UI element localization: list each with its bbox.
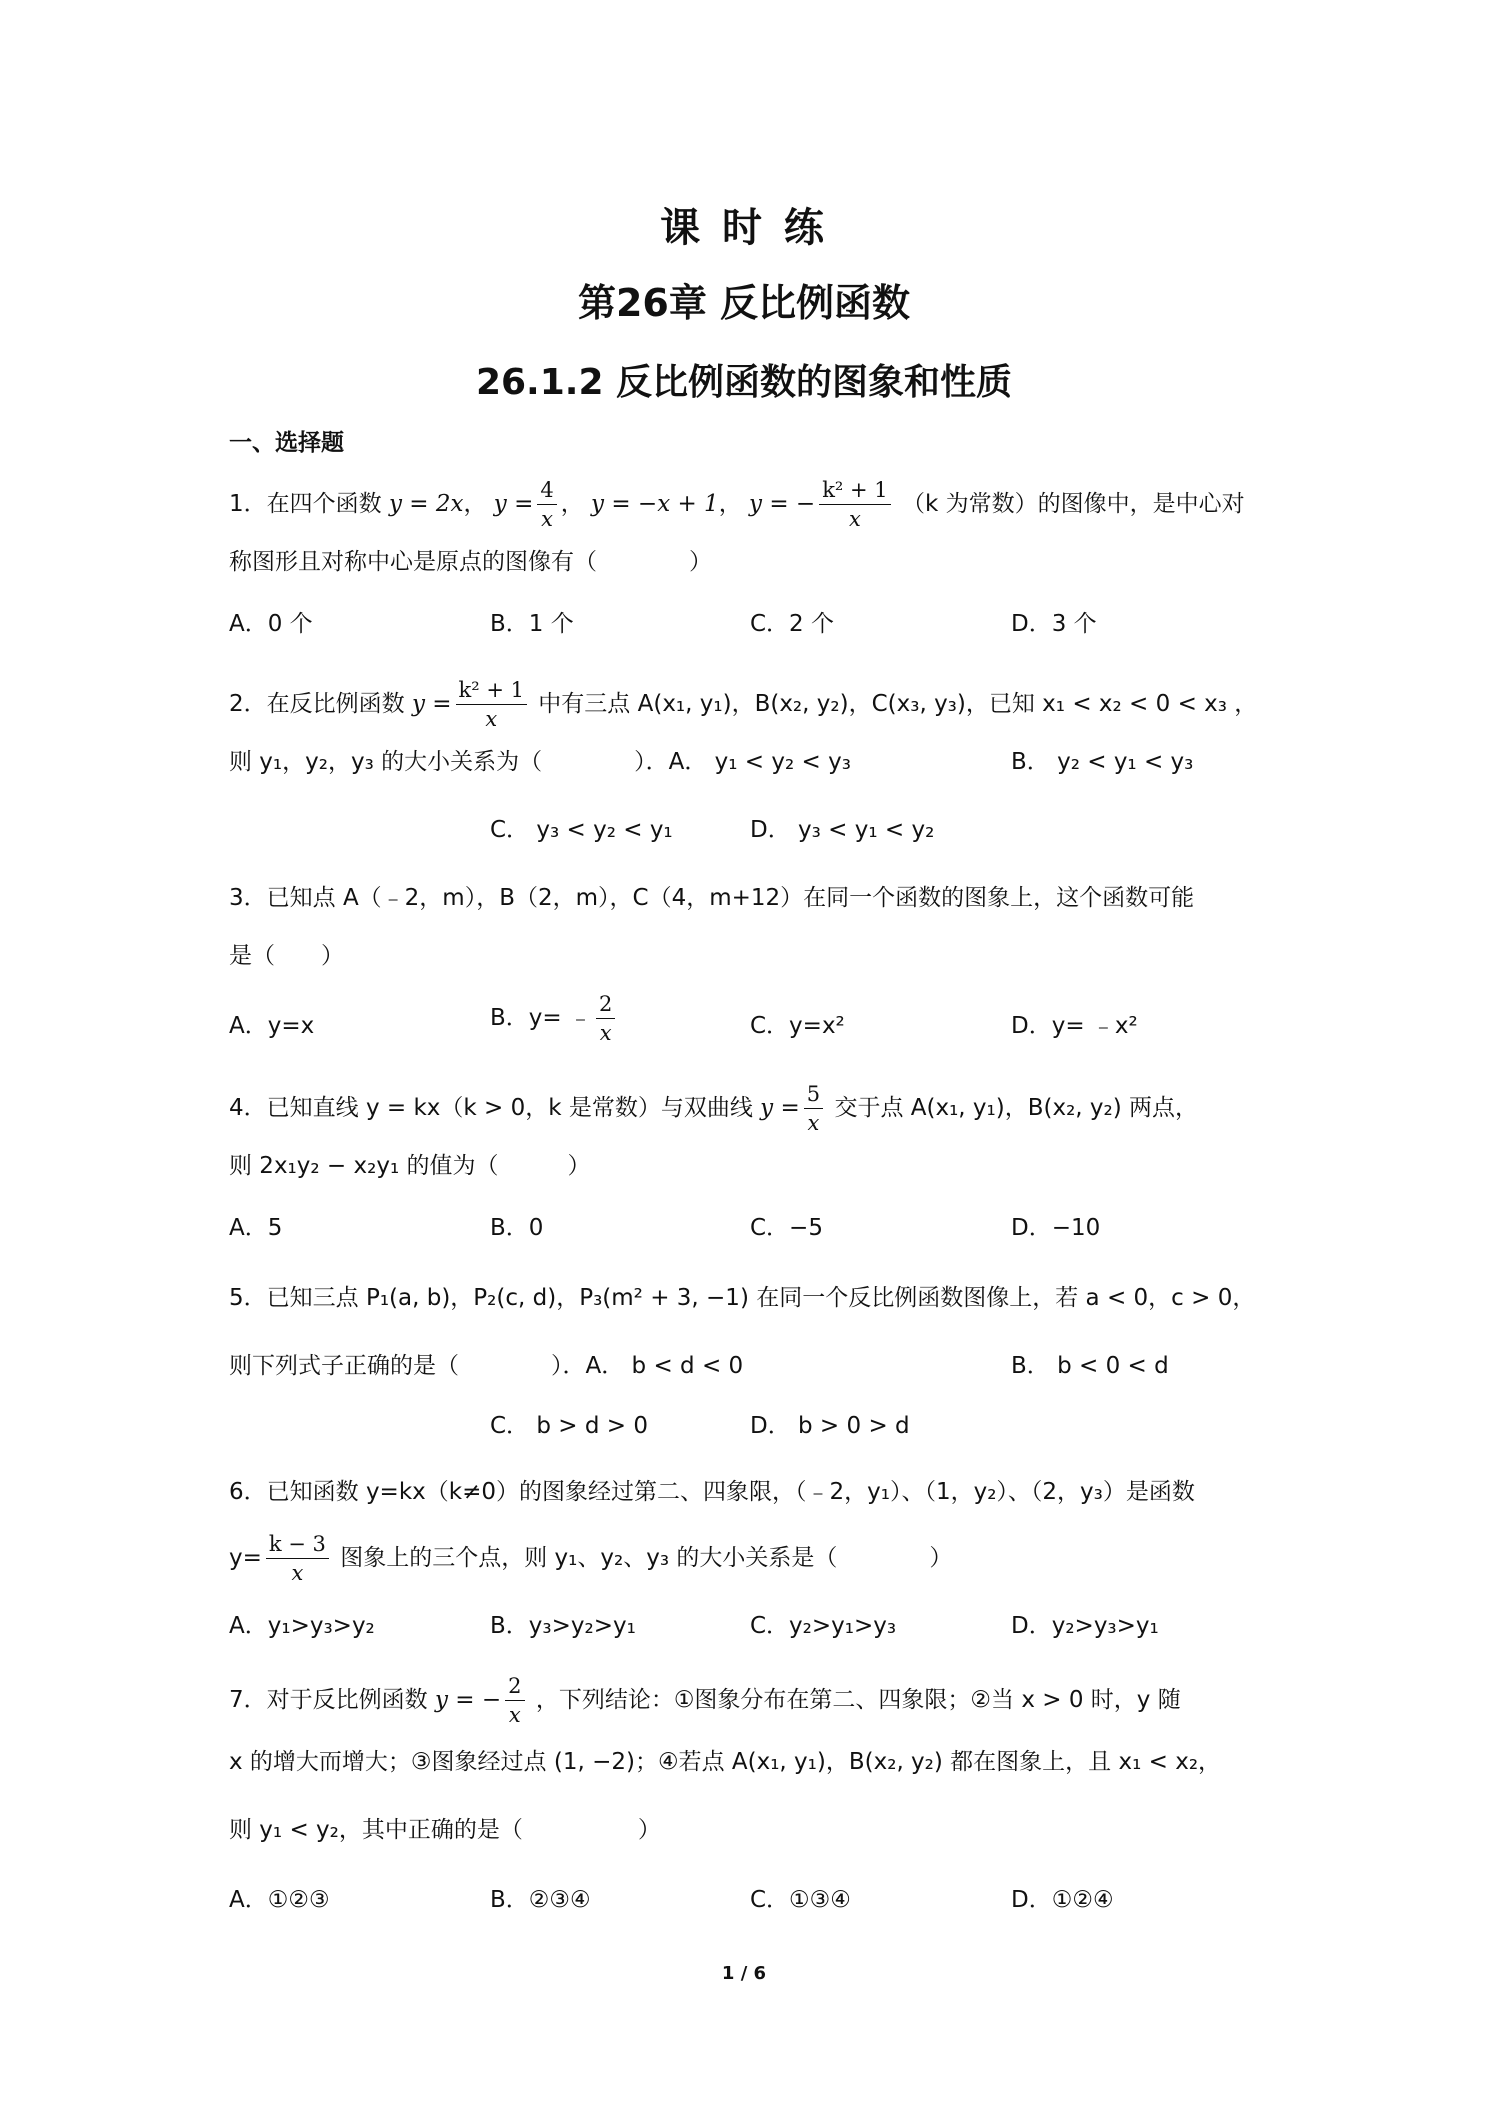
q4-option-c[interactable]: C．−5 (750, 1215, 823, 1241)
q3-option-a[interactable]: A．y=x (229, 1013, 315, 1039)
q5-line1: 5．已知三点 P₁(a, b)，P₂(c, d)，P₃(m² + 3, −1) 在同一个反比例函数图像上，若 a < 0，c > 0， (229, 1285, 1256, 1311)
q4-suffix: 交于点 A(x₁, y₁)，B(x₂, y₂) 两点， (834, 1095, 1199, 1121)
q1-f4-den: x (848, 507, 861, 531)
q3-line1: 3．已知点 A（﹣2，m），B（2，m），C（4，m+12）在同一个函数的图象上，这个函数可能 (229, 885, 1195, 911)
doc-title: 课 时 练 (660, 205, 828, 251)
q6-den: x (291, 1561, 304, 1585)
q1-f1: y = 2x (388, 491, 464, 517)
q3-option-d[interactable]: D．y= ﹣x² (1011, 1013, 1138, 1039)
q6-num: k − 3 (266, 1530, 329, 1559)
q4-lhs: y = (760, 1095, 800, 1121)
q4-fraction (804, 1080, 823, 1137)
q2-line2: 则 y₁，y₂，y₃ 的大小关系为（ ）．A． y₁ < y₂ < y₃ (229, 749, 851, 775)
q1-f2-lhs: y = (493, 491, 534, 517)
q1-option-a[interactable]: A．0 个 (229, 611, 313, 637)
q3-option-b-lhs: B．y= ﹣ (490, 1005, 592, 1031)
page-number: 1 / 6 (721, 1963, 767, 1984)
q7-fraction (505, 1672, 524, 1729)
q1-prefix: 1．在四个函数 (229, 491, 382, 517)
q1-line2: 称图形且对称中心是原点的图像有（ ） (229, 549, 712, 575)
q6-option-a[interactable]: A．y₁>y₃>y₂ (229, 1613, 375, 1639)
q4-option-a[interactable]: A．5 (229, 1215, 283, 1241)
q2-middle: 中有三点 A(x₁, y₁)，B(x₂, y₂)，C(x₃, y₃)，已知 x₁ < x₂ < 0 < x₃ ， (538, 691, 1258, 717)
q1-suffix: （k 为常数）的图像中，是中心对 (901, 491, 1245, 517)
q6-line1: 6．已知函数 y=kx（k≠0）的图象经过第二、四象限，（﹣2，y₁）、（1，y₂）、（2，y₃）是函数 (229, 1479, 1195, 1505)
q2-den: x (485, 707, 498, 731)
q4-num: 5 (804, 1080, 823, 1109)
q7-option-b[interactable]: B．②③④ (490, 1887, 591, 1913)
q1-option-c[interactable]: C．2 个 (750, 611, 835, 637)
q6-option-d[interactable]: D．y₂>y₃>y₁ (1011, 1613, 1159, 1639)
q7-suffix: ，下列结论：①图象分布在第二、四象限；②当 x > 0 时，y 随 (535, 1687, 1181, 1713)
q1-f4-lhs: y = − (749, 491, 816, 517)
q3-option-b-den: x (599, 1021, 612, 1045)
q6-suffix: 图象上的三个点，则 y₁、y₂、y₃ 的大小关系是（ ） (340, 1545, 953, 1571)
q7-den: x (508, 1703, 521, 1727)
q3-option-c[interactable]: C．y=x² (750, 1013, 845, 1039)
q7-line3: 则 y₁ < y₂，其中正确的是（ ） (229, 1817, 661, 1843)
q6-lhs: y= (229, 1545, 262, 1571)
q6-option-c[interactable]: C．y₂>y₁>y₃ (750, 1613, 897, 1639)
section-heading: 一、选择题 (229, 430, 344, 456)
q1-f3: y = −x + 1 (591, 491, 719, 517)
q4-option-b[interactable]: B．0 (490, 1215, 544, 1241)
q7-option-a[interactable]: A．①②③ (229, 1887, 330, 1913)
q3-option-b-num: 2 (596, 990, 615, 1019)
q2-fraction (456, 676, 527, 733)
q5-option-d[interactable]: D． b > 0 > d (750, 1413, 910, 1439)
q3-line2: 是（ ） (229, 943, 344, 969)
q1-f2-den: x (541, 507, 553, 531)
q2-num: k² + 1 (456, 676, 527, 705)
q3-option-b[interactable] (490, 990, 619, 1047)
q6-line2 (229, 1530, 952, 1587)
q4-option-d[interactable]: D．−10 (1011, 1215, 1101, 1241)
q5-line2: 则下列式子正确的是（ ）．A． b < d < 0 (229, 1353, 744, 1379)
q1-line1: 1．在四个函数 y = 2x， y = $\frac{4}{x}$ ， y = −x + 1， y = − $\frac{\text{k² + 1}}{x}$ （k 为常数）的图像中，是中心对 (229, 478, 1245, 531)
q1-option-d[interactable]: D．3 个 (1011, 611, 1097, 637)
q7-line1 (229, 1672, 1181, 1729)
q5-option-c[interactable]: C． b > d > 0 (490, 1413, 648, 1439)
q1-option-b[interactable]: B．1 个 (490, 611, 574, 637)
q7-option-d[interactable]: D．①②④ (1011, 1887, 1114, 1913)
q4-line2: 则 2x₁y₂ − x₂y₁ 的值为（ ） (229, 1153, 591, 1179)
q6-option-b[interactable]: B．y₃>y₂>y₁ (490, 1613, 636, 1639)
q2-option-b[interactable]: B． y₂ < y₁ < y₃ (1011, 749, 1194, 775)
q1-f2-num: 4 (537, 476, 556, 505)
q5-option-b[interactable]: B． b < 0 < d (1011, 1353, 1169, 1379)
q1-f4-fraction (819, 476, 890, 533)
q2-lhs: y = (411, 691, 452, 717)
lesson-title: 26.1.2 反比例函数的图象和性质 (475, 362, 1013, 403)
q2-option-d[interactable]: D． y₃ < y₁ < y₂ (750, 817, 935, 843)
q2-option-c[interactable]: C． y₃ < y₂ < y₁ (490, 817, 673, 843)
chapter-title: 第26章 反比例函数 (577, 281, 911, 325)
q4-line1 (229, 1080, 1198, 1137)
q1-f4-num: k² + 1 (819, 476, 890, 505)
q7-line2: x 的增大而增大；③图象经过点 (1, −2)；④若点 A(x₁, y₁)，B(x₂, y₂) 都在图象上，且 x₁ < x₂， (229, 1749, 1222, 1775)
q2-line1 (229, 676, 1257, 733)
q7-option-c[interactable]: C．①③④ (750, 1887, 851, 1913)
q4-den: x (807, 1111, 820, 1135)
q3-option-b-fraction (596, 990, 615, 1047)
q7-prefix: 7．对于反比例函数 (229, 1687, 428, 1713)
q4-prefix: 4．已知直线 y = kx（k > 0，k 是常数）与双曲线 (229, 1095, 753, 1121)
q7-num: 2 (505, 1672, 524, 1701)
q6-fraction (266, 1530, 329, 1587)
q1-f2-fraction (537, 476, 556, 533)
q7-lhs: y = − (434, 1687, 502, 1713)
q2-prefix: 2．在反比例函数 (229, 691, 405, 717)
